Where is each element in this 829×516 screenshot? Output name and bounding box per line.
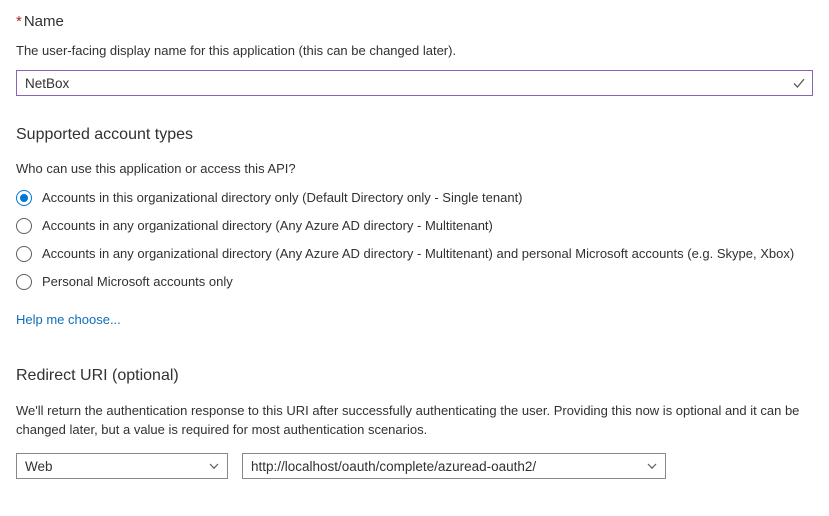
radio-option-label: Accounts in any organizational directory (Any Azure AD directory - Multitenant)	[42, 218, 493, 233]
platform-select[interactable]	[16, 453, 228, 479]
radio-button-icon[interactable]	[16, 274, 32, 290]
radio-button-icon[interactable]	[16, 190, 32, 206]
name-input-wrapper[interactable]	[16, 70, 813, 96]
radio-option-personal-only[interactable]	[16, 272, 813, 292]
checkmark-icon	[786, 76, 812, 90]
name-label-text: Name	[23, 13, 64, 30]
chevron-down-icon	[201, 460, 227, 472]
platform-select-value: Web	[25, 458, 53, 474]
radio-option-label: Accounts in any organizational directory (Any Azure AD directory - Multitenant) and personal Microsoft accounts (e.g. Skype, Xbox)	[42, 246, 795, 261]
redirect-uri-row	[16, 453, 813, 479]
chevron-down-icon[interactable]	[639, 460, 665, 472]
radio-option-multitenant-and-personal[interactable]	[16, 244, 813, 264]
name-field-label	[16, 12, 813, 32]
redirect-uri-input[interactable]	[243, 454, 639, 478]
redirect-uri-input-wrapper[interactable]	[242, 453, 666, 479]
name-input[interactable]	[17, 71, 786, 95]
redirect-uri-description: We'll return the authentication response to this URI after successfully authenticating the user. Providing this now is optional and it can be changed later, but a value is required for most authentication scenarios.	[16, 403, 800, 437]
account-types-question: Who can use this application or access this API?	[16, 161, 296, 176]
help-me-choose-link[interactable]: Help me choose...	[16, 312, 121, 327]
redirect-uri-heading: Redirect URI (optional)	[16, 367, 179, 384]
radio-option-label: Personal Microsoft accounts only	[42, 274, 233, 289]
required-asterisk: *	[16, 13, 22, 30]
supported-account-types-heading: Supported account types	[16, 126, 194, 143]
radio-button-icon[interactable]	[16, 246, 32, 262]
name-description: The user-facing display name for this application (this can be changed later).	[16, 43, 457, 58]
radio-option-multitenant[interactable]	[16, 216, 813, 236]
radio-option-single-tenant[interactable]	[16, 188, 813, 208]
radio-button-icon[interactable]	[16, 218, 32, 234]
radio-option-label: Accounts in this organizational directory only (Default Directory only - Single tenant)	[42, 190, 523, 205]
